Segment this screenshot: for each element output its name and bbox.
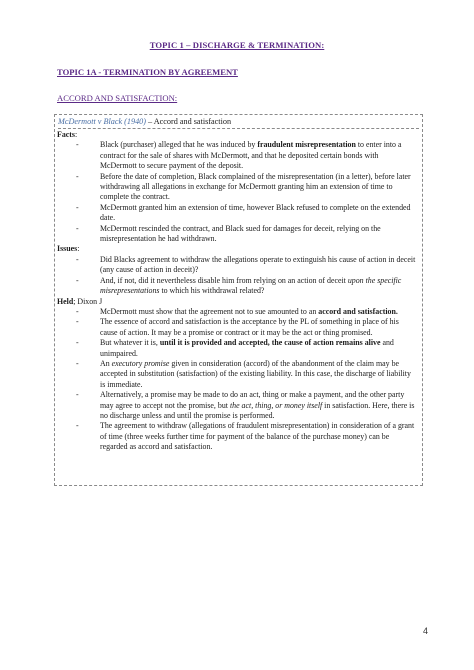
- issues-item: [57, 276, 416, 297]
- bullet-dash: -: [76, 223, 79, 233]
- held-label-line: [57, 297, 416, 307]
- text: in satisfaction. Here, there is no discharge unless and until the promise is performed.: [100, 400, 415, 420]
- case-separator: –: [145, 117, 154, 126]
- text: given in consideration (accord) of the abandonment of the claim may be accepted in substitution (satisfaction) of the existing liability. In this case, the discharge of liability is immediate.: [100, 358, 411, 389]
- facts-item: [57, 224, 416, 245]
- bullet-dash: -: [76, 171, 79, 181]
- held-item: [57, 390, 416, 421]
- text: Did Blacks agreement to withdraw the allegations operate to extinguish his cause of action in deceit (any cause of action in deceit)?: [100, 254, 416, 275]
- page-number: 4: [422, 626, 428, 636]
- bullet-dash: -: [76, 254, 79, 264]
- bullet-dash: -: [76, 358, 79, 368]
- bullet-dash: -: [76, 202, 79, 212]
- bullet-dash: -: [76, 275, 79, 285]
- issues-label-line: Issues:: [57, 244, 80, 254]
- facts-item: [57, 172, 416, 203]
- italic-text: the act, thing, or money itself: [229, 400, 323, 410]
- case-content: [57, 130, 416, 453]
- bold-text: fraudulent misrepresentation: [257, 140, 356, 150]
- section-heading: ACCORD AND SATISFACTION:: [57, 93, 178, 103]
- text: The agreement to withdraw (allegations of fraudulent misrepresentation) in consideration of a grant of time (three weeks further time for payment of the balance of the purchase money) can be regarded as accord and satisfaction.: [100, 421, 415, 452]
- bullet-dash: -: [76, 306, 79, 316]
- held-item: [57, 317, 416, 338]
- held-label: Held: [57, 296, 74, 306]
- facts-item: [57, 140, 416, 171]
- text: Alternatively, a promise may be made to do an act, thing or make a payment, and the other party may agree to accept not the promise, but: [100, 390, 405, 410]
- bullet-dash: -: [76, 421, 79, 431]
- text: McDermott rescinded the contract, and Black sued for damages for deceit, relying on the misrepresentation he had withdrawn.: [100, 223, 381, 244]
- held-item: [57, 307, 416, 317]
- held-item: [57, 421, 416, 452]
- facts-item: [57, 203, 416, 224]
- bullet-dash: -: [76, 317, 79, 327]
- text: The essence of accord and satisfaction is the acceptance by the PL of something in place of his cause of action. It may be a promise or contract or it may be the act or thing promised.: [100, 317, 399, 337]
- bullet-dash: -: [76, 140, 79, 150]
- italic-text: executory promise: [111, 358, 170, 368]
- facts-label: Facts: [57, 130, 75, 139]
- issues-label: Issues: [57, 244, 78, 254]
- bold-text: until it is provided and accepted, the cause of action remains alive: [159, 338, 381, 348]
- topic-heading: TOPIC 1 – DISCHARGE & TERMINATION:: [149, 40, 325, 50]
- text: McDermott granted him an extension of time, however Black refused to complete on the extended date.: [100, 202, 411, 223]
- text: to which his withdrawal related?: [159, 286, 265, 296]
- bold-text: accord and satisfaction.: [318, 306, 398, 316]
- italic-text: upon the specific misrepresentations: [100, 275, 402, 296]
- text: And, if not, did it nevertheless disable him from relying on an action of deceit: [100, 275, 348, 285]
- facts-label-line: Facts:: [57, 130, 78, 139]
- held-item: [57, 338, 416, 359]
- text: to enter into a contract for the sale of shares with McDermott, and that he deposited certain bonds with McDermott to secure payment of the deposit.: [100, 140, 402, 171]
- text: Before the date of completion, Black complained of the misrepresentation (in a letter), before later withdrawing all allegations in exchange for McDermott granting him an extension of time to complete the contract.: [100, 171, 411, 202]
- text: and unimpaired.: [100, 338, 394, 358]
- bullet-dash: -: [76, 390, 79, 400]
- text: Black (purchaser) alleged that he was induced by: [100, 140, 258, 150]
- bullet-dash: -: [76, 338, 79, 348]
- text: An: [100, 358, 112, 368]
- held-judge: ; Dixon J: [73, 296, 103, 306]
- issues-item: [57, 255, 416, 276]
- case-name: McDermott v Black (1940): [58, 117, 146, 126]
- case-box: [54, 114, 423, 486]
- subtopic-heading: TOPIC 1A - TERMINATION BY AGREEMENT: [57, 67, 238, 77]
- case-header: [58, 117, 419, 129]
- text: McDermott must show that the agreement not to sue amounted to an: [100, 306, 319, 316]
- case-topic: Accord and satisfaction: [153, 117, 232, 126]
- text: But whatever it is,: [100, 338, 160, 348]
- held-item: [57, 359, 416, 390]
